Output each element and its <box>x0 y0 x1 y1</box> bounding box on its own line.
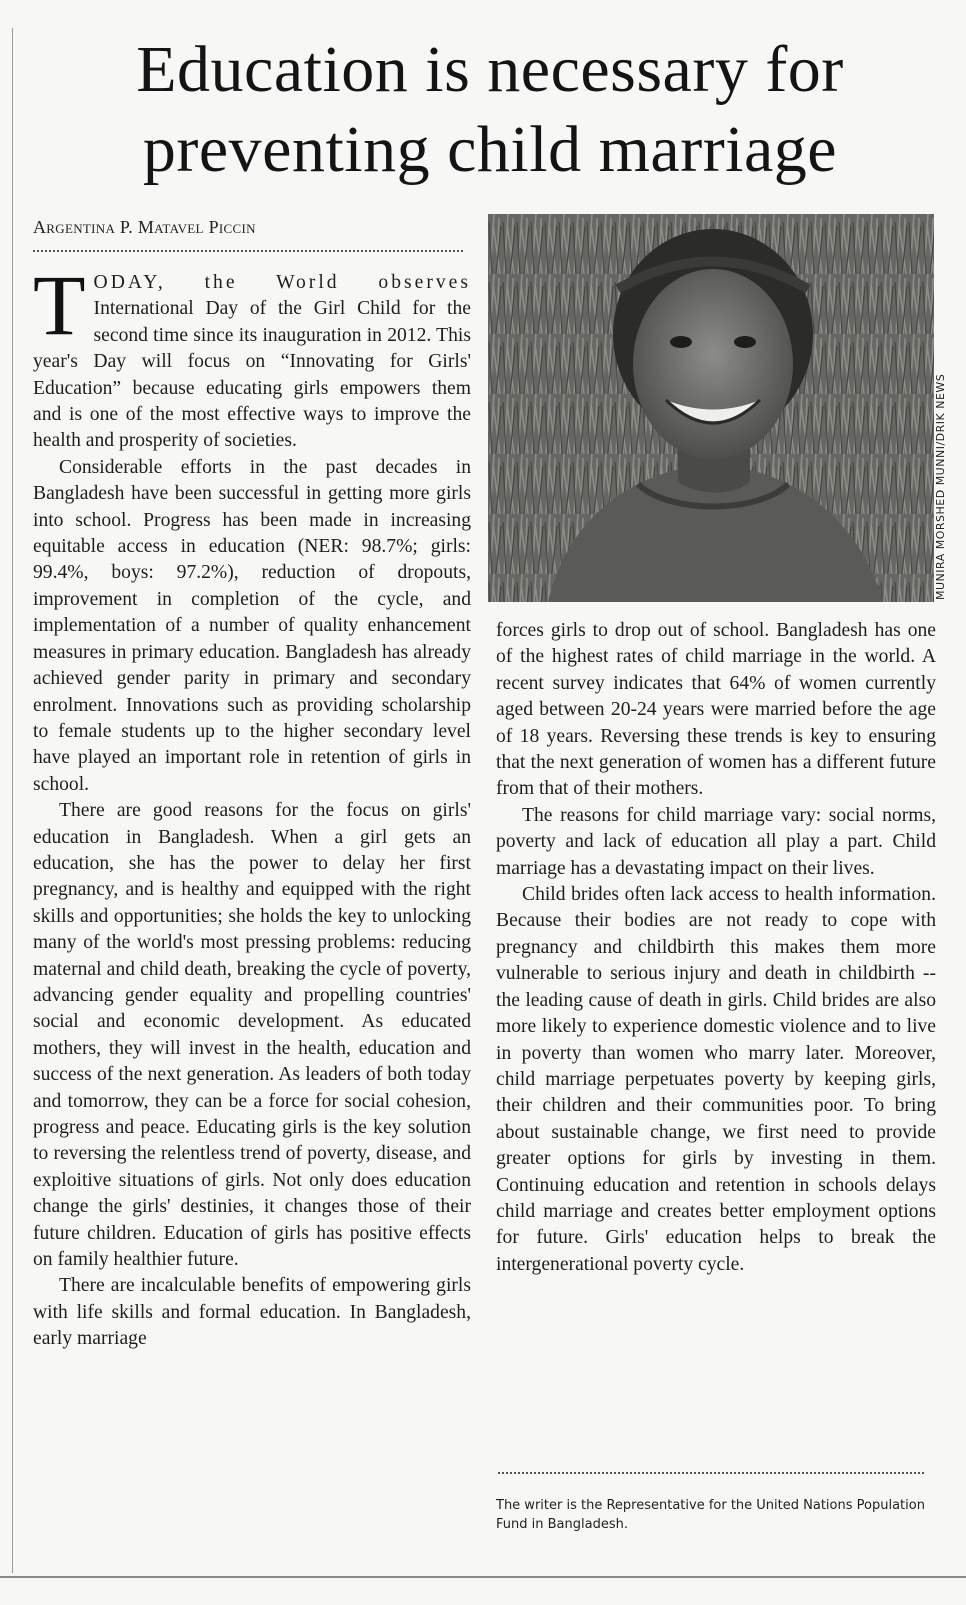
article-column-left <box>33 257 471 1353</box>
article-column-right <box>496 618 936 1278</box>
article-headline: Education is necessary for preventing child marriage <box>136 33 844 186</box>
lead-caps: ODAY, the World observes <box>93 272 471 293</box>
dotted-divider <box>498 1472 924 1474</box>
paragraph: Child brides often lack access to health information. Because their bodies are not ready to cope with pregnancy and childbirth this makes them more vulnerable to serious injury and death in childbirth -- the leading cause of death in girls. Child brides are also more likely to experience domestic violence and to live in poverty than women who marry later. Moreover, child marriage perpetuates poverty by keeping girls, their children and their communities poor. To bring about sustainable change, we first need to provide greater options for girls by investing in them. Continuing education and retention in schools delays child marriage and creates better employment options for future. Girls' education helps to break the intergenerational poverty cycle. <box>496 884 936 1275</box>
drop-cap: T <box>33 257 86 353</box>
paragraph: Considerable efforts in the past decades in Bangladesh have been successful in getting more girls into school. Progress has been made in increasing equitable access in education (NER: 98.7%; girls: 99.4%, boys: 97.2%), reduction of dropouts, improvement in completion of the cycle, and implementation of a number of quality enhancement measures in primary education. Bangladesh has already achieved gender parity in primary and secondary enrolment. Innovations such as providing scholarship to female students up to the higher secondary level have played an important role in retention of girls in school. <box>33 456 471 795</box>
paragraph: There are incalculable benefits of empowering girls with life skills and formal education. In Bangladesh, early marriage <box>33 1275 471 1350</box>
smiling-girl-photo <box>488 214 934 602</box>
author-note: The writer is the Representative for the United Nations Population Fund in Bangladesh. <box>496 1498 925 1532</box>
lead-text: International Day of the Girl Child for the second time since its inauguration in 2012. This year's Day will focus on “Innovating for Girls' Education” because educating girls empowers them and is one of the most effective ways to improve the health and prosperity of societies. <box>33 298 471 452</box>
lead-paragraph <box>33 257 471 455</box>
dotted-divider <box>33 250 463 252</box>
author-byline: Argentina P. Matavel Piccin <box>33 217 256 237</box>
paragraph: forces girls to drop out of school. Bangladesh has one of the highest rates of child marriage in the world. A recent survey indicates that 64% of women currently aged between 20-24 years were married before the age of 18 years. Reversing these trends is key to ensuring that the next generation of women has a different future from that of their mothers. <box>496 620 936 800</box>
column-rule <box>12 28 13 1573</box>
paragraph: There are good reasons for the focus on girls' education in Bangladesh. When a girl gets an education, she has the power to delay her first pregnancy, and is healthy and equipped with the right skills and opportunities; she holds the key to unlocking many of the world's most pressing problems: reducing maternal and child death, breaking the cycle of poverty, advancing gender equality and propelling countries' social and economic development. As educated mothers, they will invest in the health, education and success of the next generation. As leaders of both today and tomorrow, they can be a force for social cohesion, progress and peace. Educating girls is the key solution to reversing the relentless trend of poverty, disease, and exploitive situations of girls. Not only does education change the girls' destinies, it changes those of their future children. Education of girls has positive effects on family healthier future. <box>33 800 471 1271</box>
article-photo <box>488 214 934 602</box>
page-bottom-rule <box>0 1576 966 1578</box>
paragraph: The reasons for child marriage vary: social norms, poverty and lack of education all play a part. Child marriage has a devastating impact on their lives. <box>496 804 936 879</box>
photo-credit: MUNIRA MORSHED MUNNI/DRIK NEWS <box>934 373 947 600</box>
